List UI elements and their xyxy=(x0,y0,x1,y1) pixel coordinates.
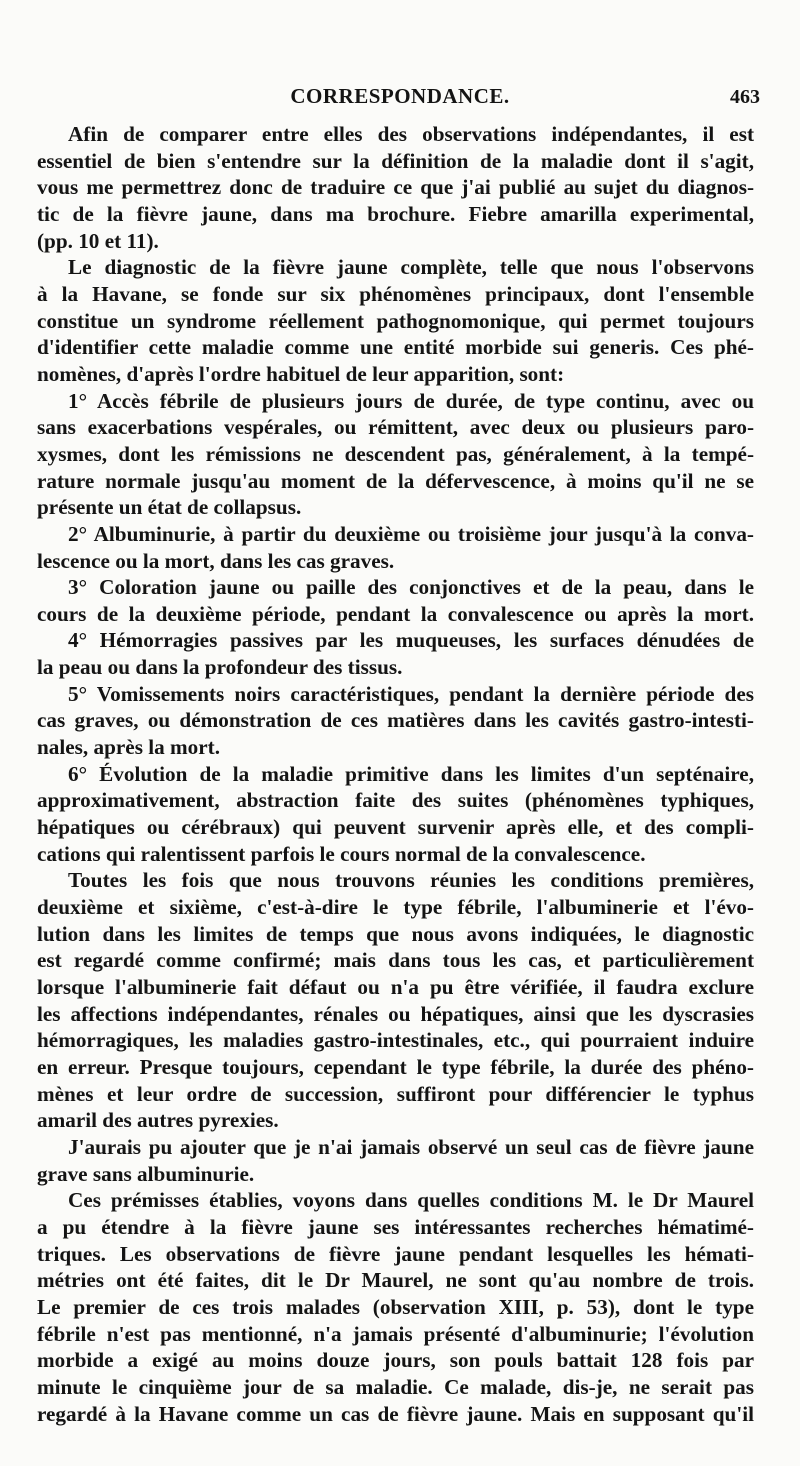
text-line: cas graves, ou démonstration de ces matières dans les cavités gastro-intesti- xyxy=(37,708,754,733)
text-line: cations qui ralentissent parfois le cours normal de la convalescence. xyxy=(37,841,646,866)
text-line: Ces prémisses établies, voyons dans quelles conditions M. le Dr Maurel xyxy=(68,1188,754,1213)
text-line: 6° Évolution de la maladie primitive dans les limites d'un septénaire, xyxy=(68,761,754,786)
text-line: mènes et leur ordre de succession, suffiront pour différencier le typhus xyxy=(37,1081,754,1106)
text-line: 4° Hémorragies passives par les muqueuses, les surfaces dénudées de xyxy=(68,628,754,653)
text-line: triques. Les observations de fièvre jaune pendant lesquelles les hémati- xyxy=(37,1241,754,1266)
text-line: sans exacerbations vespérales, ou rémittent, avec deux ou plusieurs paro- xyxy=(37,415,754,440)
text-line: deuxième et sixième, c'est-à-dire le type fébrile, l'albuminerie et l'évo- xyxy=(37,895,754,920)
text-line: grave sans albuminurie. xyxy=(37,1161,255,1186)
text-line: la peau ou dans la profondeur des tissus. xyxy=(37,655,403,680)
text-line: 3° Coloration jaune ou paille des conjonctives et de la peau, dans le xyxy=(68,575,754,600)
text-line: nomènes, d'après l'ordre habituel de leur apparition, sont: xyxy=(37,361,565,386)
text-line: J'aurais pu ajouter que je n'ai jamais observé un seul cas de fièvre jaune xyxy=(68,1134,754,1159)
running-head: CORRESPONDANCE. xyxy=(290,84,510,108)
text-line: Le diagnostic de la fièvre jaune complète, telle que nous l'observons xyxy=(68,255,754,280)
text-line: lescence ou la mort, dans les cas graves. xyxy=(37,548,395,573)
text-line: à la Havane, se fonde sur six phénomènes principaux, dont l'ensemble xyxy=(37,281,754,306)
text-line: Afin de comparer entre elles des observations indépendantes, il est xyxy=(68,122,754,146)
text-line: essentiel de bien s'entendre sur la définition de la maladie dont il s'agit, xyxy=(37,148,754,173)
text-line: constitue un syndrome réellement pathognomonique, qui permet toujours xyxy=(37,308,754,333)
text-line: approximativement, abstraction faite des suites (phénomènes typhiques, xyxy=(37,788,754,813)
text-line: est regardé comme confirmé; mais dans tous les cas, et particulièrement xyxy=(37,948,754,973)
text-line: cours de la deuxième période, pendant la convalescence ou après la mort. xyxy=(37,601,754,626)
text-line: 2° Albuminurie, à partir du deuxième ou troisième jour jusqu'à la conva- xyxy=(68,521,754,546)
text-line: hépatiques ou cérébraux) qui peuvent survenir après elle, et des compli- xyxy=(37,815,754,840)
text-line: amaril des autres pyrexies. xyxy=(37,1108,279,1133)
text-line: minute le cinquième jour de sa maladie. Ce malade, dis-je, ne serait pas xyxy=(37,1374,754,1399)
body-text xyxy=(37,121,754,1427)
text-line: métries ont été faites, dit le Dr Maurel, ne sont qu'au nombre de trois. xyxy=(37,1268,754,1293)
text-line: a pu étendre à la fièvre jaune ses intéressantes recherches hématimé- xyxy=(37,1214,754,1239)
page-header xyxy=(36,84,764,114)
text-line: les affections indépendantes, rénales ou hépatiques, ainsi que les dyscrasies xyxy=(37,1001,754,1026)
text-line: vous me permettrez donc de traduire ce que j'ai publié au sujet du diagnos- xyxy=(37,175,754,200)
page-number: 463 xyxy=(730,86,760,108)
text-line: lution dans les limites de temps que nous avons indiquées, le diagnostic xyxy=(37,921,754,946)
text-line: 5° Vomissements noirs caractéristiques, pendant la dernière période des xyxy=(68,681,754,706)
text-line: regardé à la Havane comme un cas de fièvre jaune. Mais en supposant qu'il xyxy=(37,1401,754,1426)
text-line: fébrile n'est pas mentionné, n'a jamais présenté d'albuminurie; l'évolution xyxy=(37,1321,754,1346)
text-line: 1° Accès fébrile de plusieurs jours de durée, de type continu, avec ou xyxy=(68,388,754,413)
text-line: d'identifier cette maladie comme une entité morbide sui generis. Ces phé- xyxy=(37,335,754,360)
text-line: en erreur. Presque toujours, cependant le type fébrile, la durée des phéno- xyxy=(37,1054,754,1079)
text-line: xysmes, dont les rémissions ne descendent pas, généralement, à la tempé- xyxy=(37,441,754,466)
text-line: hémorragiques, les maladies gastro-intestinales, etc., qui pourraient induire xyxy=(37,1028,754,1053)
text-line: Toutes les fois que nous trouvons réunies les conditions premières, xyxy=(68,868,754,893)
text-line: morbide a exigé au moins douze jours, son pouls battait 128 fois par xyxy=(37,1348,754,1373)
text-line: tic de la fièvre jaune, dans ma brochure. Fiebre amarilla experimental, xyxy=(37,201,754,226)
text-line: (pp. 10 et 11). xyxy=(37,228,159,253)
text-line: présente un état de collapsus. xyxy=(37,495,302,520)
text-line: Le premier de ces trois malades (observation XIII, p. 53), dont le type xyxy=(37,1294,754,1319)
text-line: nales, après la mort. xyxy=(37,735,221,760)
text-line: rature normale jusqu'au moment de la défervescence, à moins qu'il ne se xyxy=(37,468,754,493)
text-line: lorsque l'albuminerie fait défaut ou n'a pu être vérifiée, il faudra exclure xyxy=(37,975,754,999)
